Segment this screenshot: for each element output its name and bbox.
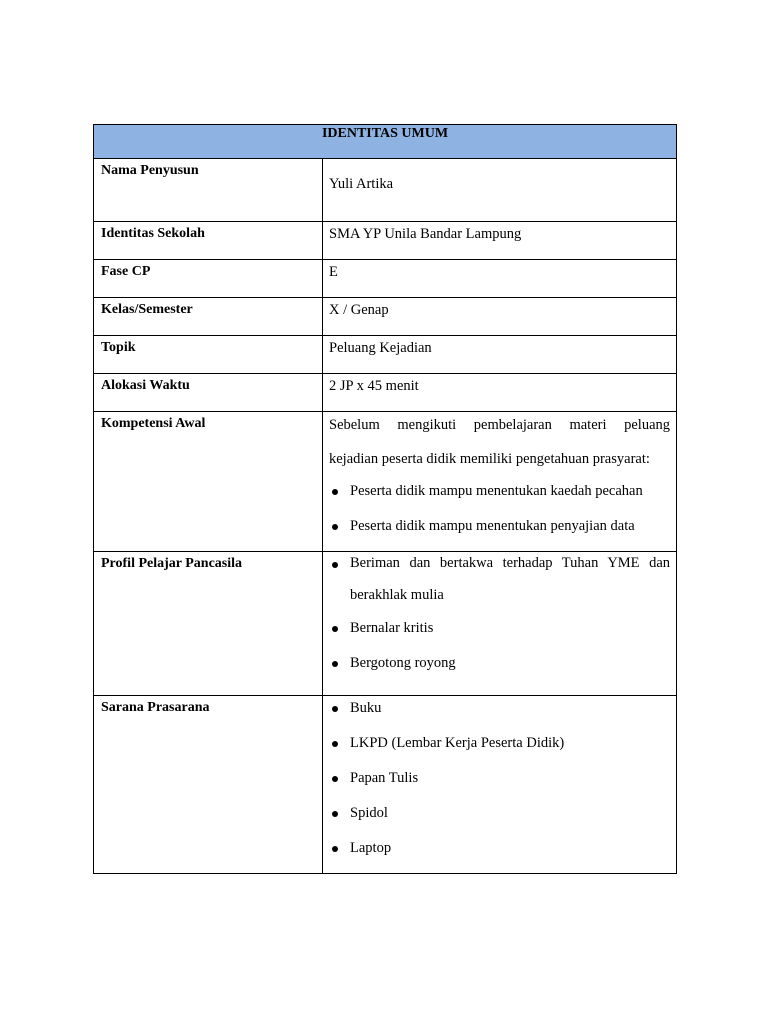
list-item-text: Buku [350, 700, 382, 716]
table-row [94, 159, 677, 222]
table-row [94, 412, 677, 552]
row-value-nama-penyusun: Yuli Artika [323, 159, 677, 222]
sarana-bullet-list [329, 691, 670, 866]
row-value-kelas-semester: X / Genap [323, 298, 677, 336]
kompetensi-paragraph-line-2: kejadian peserta didik memiliki pengetahuan prasyarat: [329, 451, 650, 467]
row-label-alokasi-waktu: Alokasi Waktu [94, 374, 323, 412]
list-item-text: Peserta didik mampu menentukan penyajian data [350, 518, 635, 534]
list-item [329, 726, 670, 761]
list-item-text: Papan Tulis [350, 770, 419, 786]
kompetensi-bullet-list [329, 474, 670, 544]
list-item-text: Bergotong royong [350, 655, 456, 671]
row-value-identitas-sekolah: SMA YP Unila Bandar Lampung [323, 222, 677, 260]
row-value-fase-cp: E [323, 260, 677, 298]
row-label-sarana-prasarana: Sarana Prasarana [94, 696, 323, 874]
table-row [94, 374, 677, 412]
kompetensi-paragraph-line-1: Sebelum mengikuti pembelajaran materi peluang [329, 417, 671, 433]
list-item-text: Laptop [350, 840, 392, 856]
list-item [329, 509, 670, 544]
row-label-identitas-sekolah: Identitas Sekolah [94, 222, 323, 260]
table-header-cell [94, 125, 677, 159]
list-item [329, 761, 670, 796]
table-row [94, 336, 677, 374]
list-item-text: Peserta didik mampu menentukan kaedah pecahan [350, 483, 643, 499]
list-item [329, 831, 670, 866]
list-item-text: Beriman dan bertakwa terhadap Tuhan YME dan berakhlak mulia [350, 555, 671, 603]
bullet-dot-icon [332, 661, 338, 667]
bullet-dot-icon [332, 524, 338, 530]
table-row [94, 298, 677, 336]
row-label-profil-pelajar-pancasila: Profil Pelajar Pancasila [94, 552, 323, 696]
table-row [94, 552, 677, 696]
bullet-dot-icon [332, 626, 338, 632]
list-item-text: Spidol [350, 805, 388, 821]
row-value-alokasi-waktu: 2 JP x 45 menit [323, 374, 677, 412]
list-item-text: Bernalar kritis [350, 620, 434, 636]
bullet-dot-icon [332, 489, 338, 495]
bullet-dot-icon [332, 846, 338, 852]
bullet-dot-icon [332, 811, 338, 817]
row-label-kompetensi-awal: Kompetensi Awal [94, 412, 323, 552]
bullet-dot-icon [332, 741, 338, 747]
list-item [329, 547, 670, 611]
list-item [329, 691, 670, 726]
row-label-fase-cp: Fase CP [94, 260, 323, 298]
bullet-dot-icon [332, 562, 338, 568]
row-value-topik: Peluang Kejadian [323, 336, 677, 374]
list-item [329, 796, 670, 831]
row-value-profil-pelajar-pancasila [323, 552, 677, 696]
row-label-kelas-semester: Kelas/Semester [94, 298, 323, 336]
list-item-text: LKPD (Lembar Kerja Peserta Didik) [350, 735, 565, 751]
identitas-umum-table [93, 124, 677, 874]
row-label-nama-penyusun: Nama Penyusun [94, 159, 323, 222]
table-header-row [94, 125, 677, 159]
row-value-sarana-prasarana [323, 696, 677, 874]
list-item [329, 646, 670, 681]
row-value-kompetensi-awal [323, 412, 677, 552]
profil-bullet-list [329, 547, 670, 681]
table-row [94, 222, 677, 260]
list-item [329, 611, 670, 646]
table-row [94, 696, 677, 874]
list-item [329, 474, 670, 509]
bullet-dot-icon [332, 776, 338, 782]
table-title: IDENTITAS UMUM [321, 126, 449, 141]
row-label-topik: Topik [94, 336, 323, 374]
bullet-dot-icon [332, 706, 338, 712]
table-row [94, 260, 677, 298]
